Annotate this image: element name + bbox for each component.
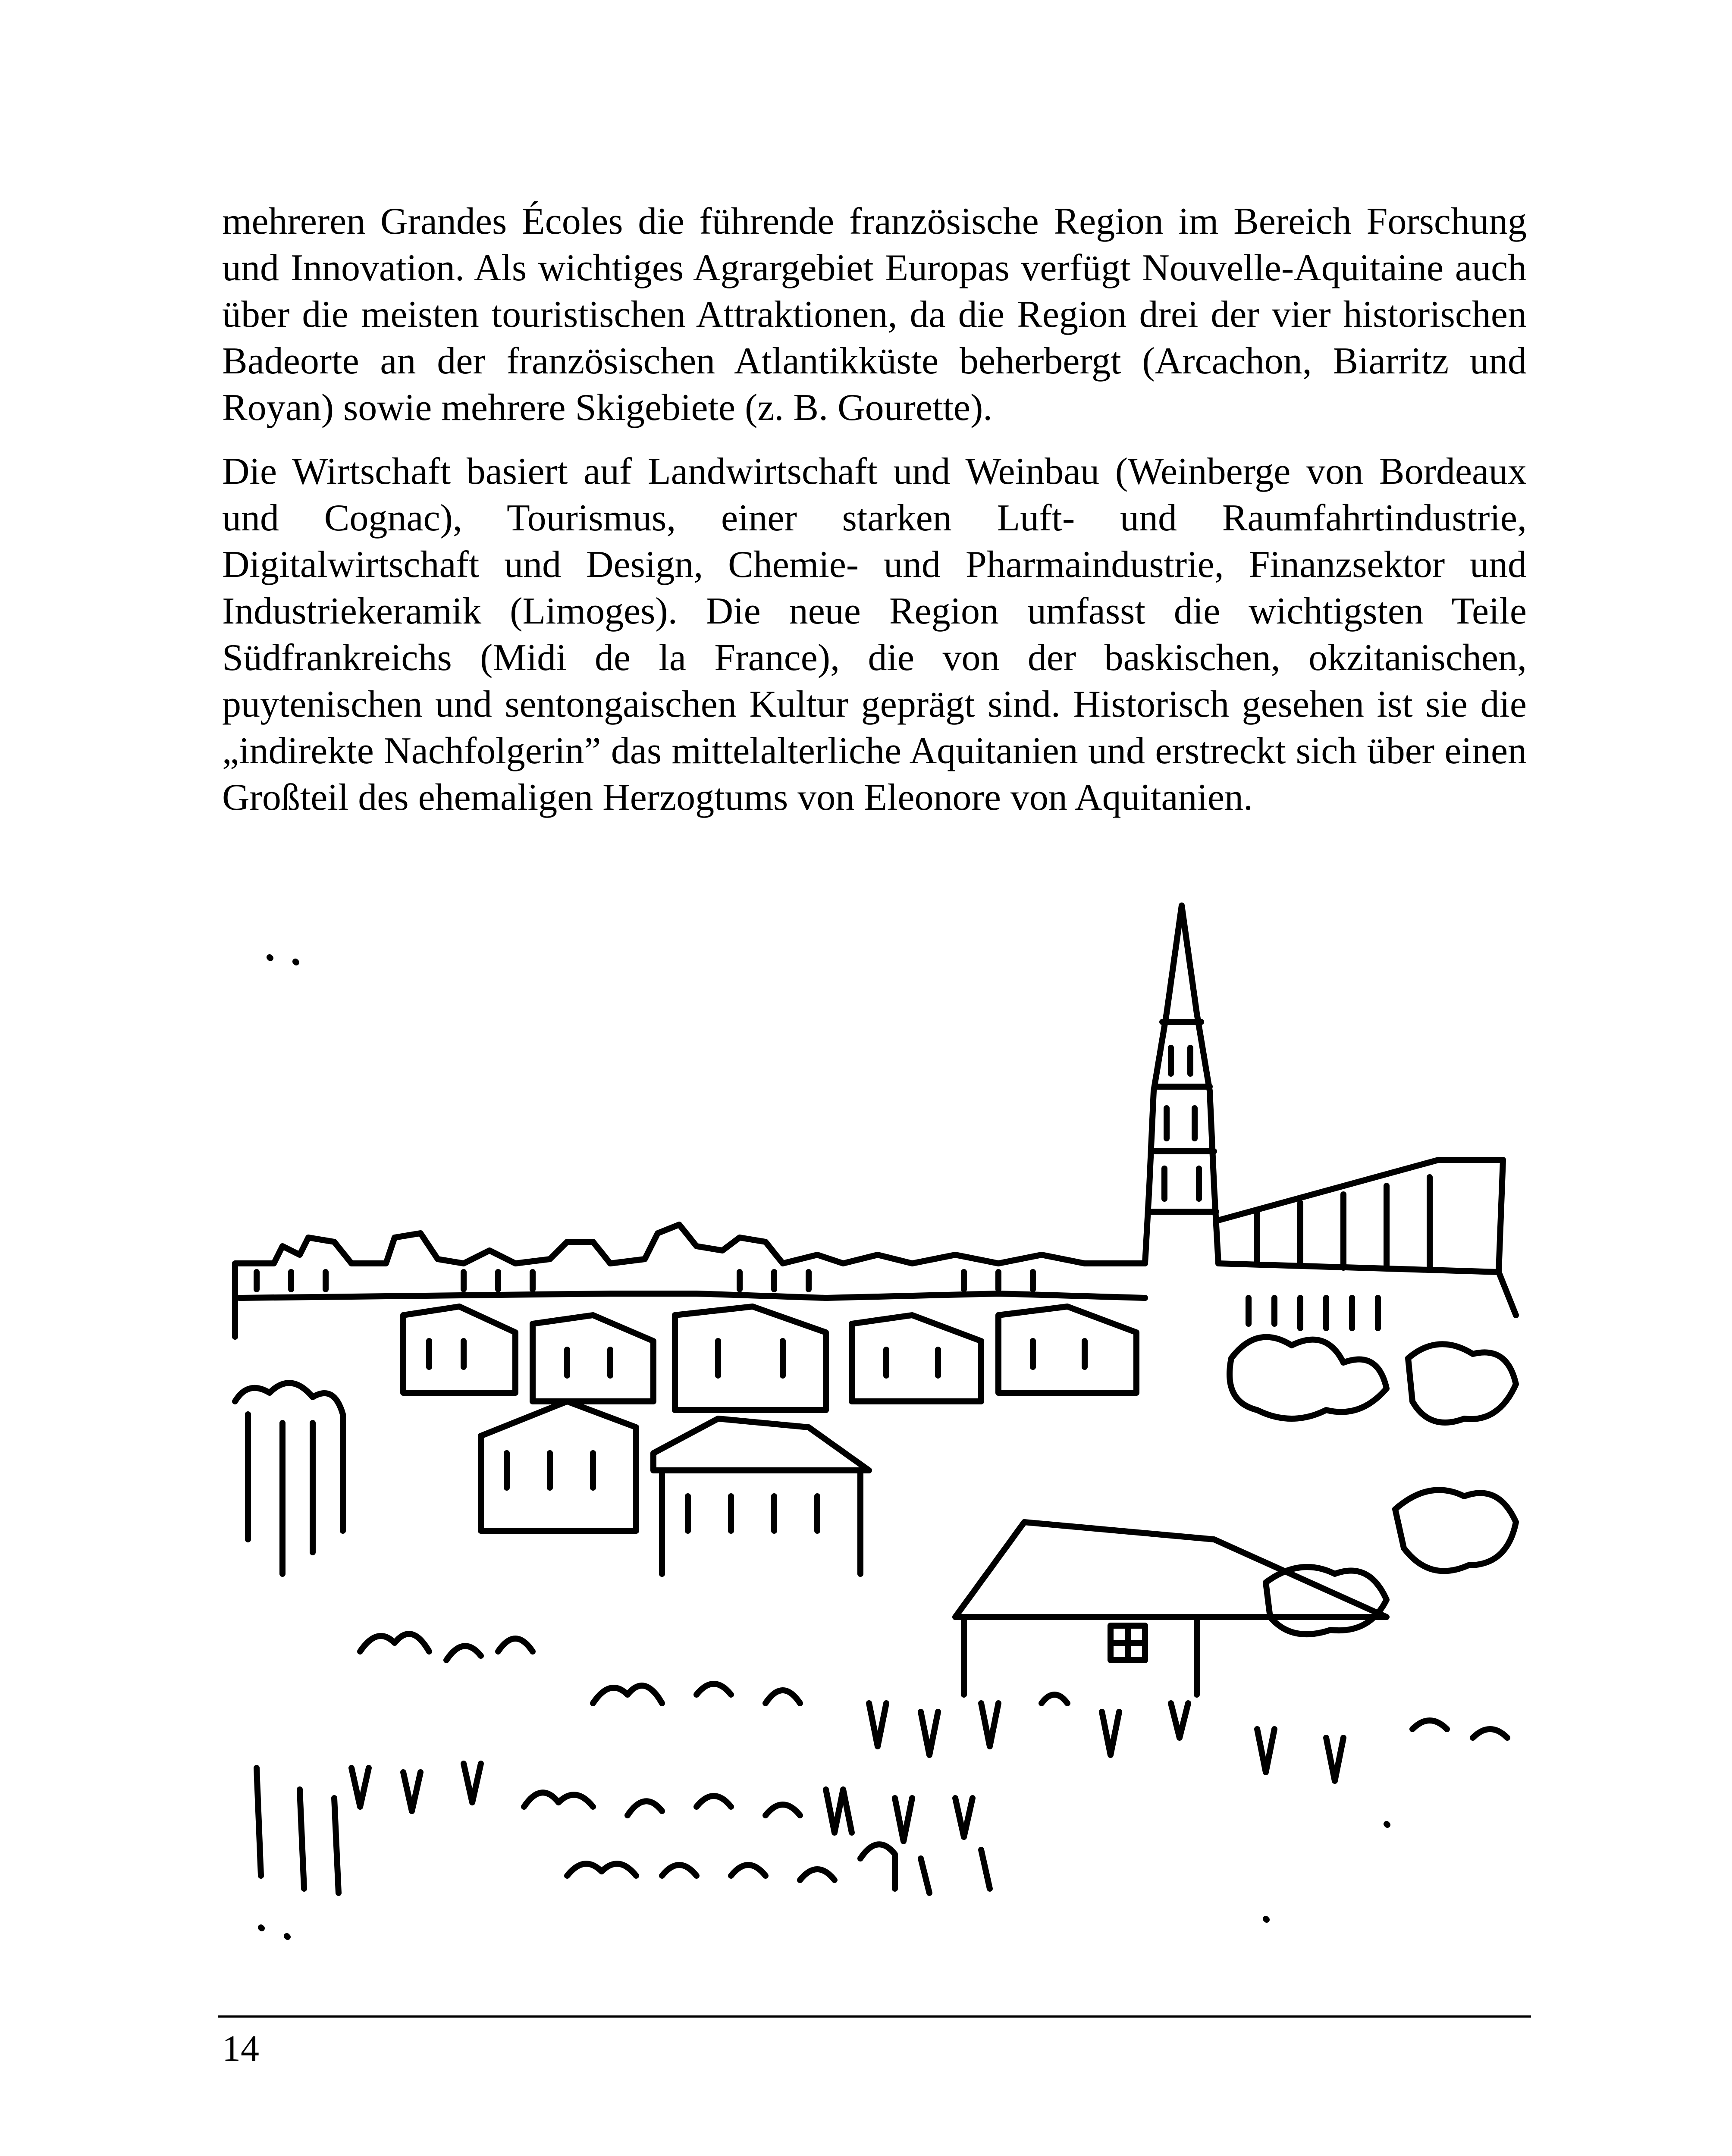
city-skyline-illustration bbox=[222, 884, 1529, 1962]
paragraph-1: mehreren Grandes Écoles die führende französische Region im Bereich Forschung und Innovation. Als wichtiges Agrargebiet Europas verfügt Nouvelle-Aquitaine auch über die meisten touristischen Attraktionen, da die Region drei der vier historischen Badeorte an der französischen Atlantikküste beherbergt (Arcachon, Biarritz und Royan) sowie mehrere Skigebiete (z. B. Gourette). bbox=[222, 201, 1527, 429]
body-text bbox=[222, 198, 1527, 838]
city-skyline-sketch-icon bbox=[222, 884, 1529, 1962]
footer-rule bbox=[218, 2015, 1531, 2018]
page-number: 14 bbox=[222, 2028, 259, 2069]
paragraph-2: Die Wirtschaft basiert auf Landwirtschaft und Weinbau (Weinberge von Bordeaux und Cognac), Tourismus, einer starken Luft- und Raumfahrtindustrie, Digitalwirtschaft und Design, Chemie- und Pharmaindustrie, Finanzsektor und Industriekeramik (Limoges). Die neue Region umfasst die wichtigsten Teile Südfrankreichs (Midi de la France), die von der baskischen, okzitanischen, puytenischen und sentongaischen Kultur geprägt sind. Historisch gesehen ist sie die „indirekte Nachfolgerin” das mittelalterliche Aquitanien und erstreckt sich über einen Großteil des ehemaligen Herzogtums von Eleonore von Aquitanien. bbox=[222, 451, 1527, 818]
